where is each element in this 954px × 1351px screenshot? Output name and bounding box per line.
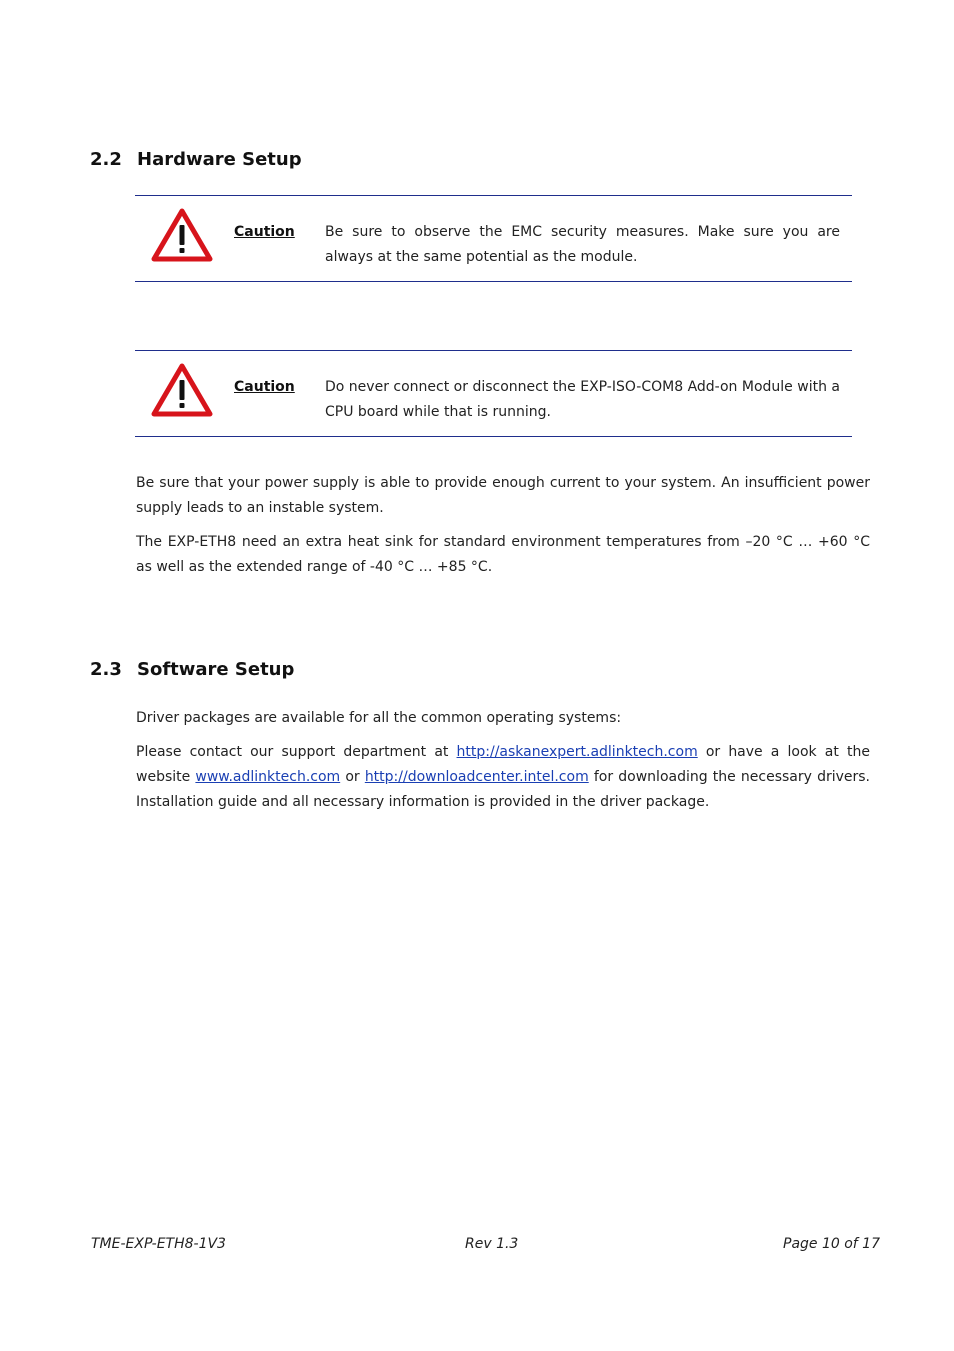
footer-revision: Rev 1.3: [465, 1236, 519, 1252]
text-segment: for downloading the necessary drivers. Installation guide and all necessary information is provided in the driver package.: [136, 769, 871, 810]
text-segment: Please contact our support department at: [136, 744, 457, 760]
footer-doc-id: TME-EXP-ETH8-1V3: [91, 1236, 226, 1252]
caution-box-hotplug: [135, 350, 852, 437]
warning-triangle-icon: [151, 363, 213, 417]
warning-triangle-icon: [151, 208, 213, 262]
paragraph-heat-sink: The EXP-ETH8 need an extra heat sink for standard environment temperatures from –20 °C … +60 °C as well as the extended range of -40 °C … +85 °C.: [136, 534, 870, 575]
intel-downloadcenter-link[interactable]: http://downloadcenter.intel.com: [364, 769, 589, 785]
section-title: Hardware Setup: [137, 149, 302, 170]
askanexpert-link[interactable]: http://askanexpert.adlinktech.com: [456, 744, 698, 760]
caution-label: Caution: [234, 379, 295, 395]
footer-page-number: Page 10 of 17: [783, 1236, 880, 1252]
text-segment: or have a look at the website: [136, 744, 870, 785]
paragraph-contact-support: [136, 740, 870, 815]
paragraph-driver-packages: Driver packages are available for all the common operating systems:: [136, 710, 622, 726]
caution-text: Be sure to observe the EMC security measures. Make sure you are always at the same potential as the module.: [325, 224, 840, 265]
section-heading-software: [90, 659, 294, 680]
section-title: Software Setup: [137, 659, 295, 680]
caution-text: Do never connect or disconnect the EXP-ISO-COM8 Add-on Module with a CPU board while that is running.: [325, 379, 840, 420]
adlinktech-link[interactable]: www.adlinktech.com: [195, 769, 341, 785]
section-heading-hardware: [90, 149, 302, 170]
text-segment: or: [340, 769, 365, 785]
caution-label: Caution: [234, 224, 295, 240]
paragraph-power-supply: Be sure that your power supply is able to provide enough current to your system. An insufficient power supply leads to an instable system.: [136, 475, 870, 516]
section-number: 2.2: [90, 149, 122, 170]
caution-box-emc: [135, 195, 852, 282]
section-number: 2.3: [90, 659, 122, 680]
